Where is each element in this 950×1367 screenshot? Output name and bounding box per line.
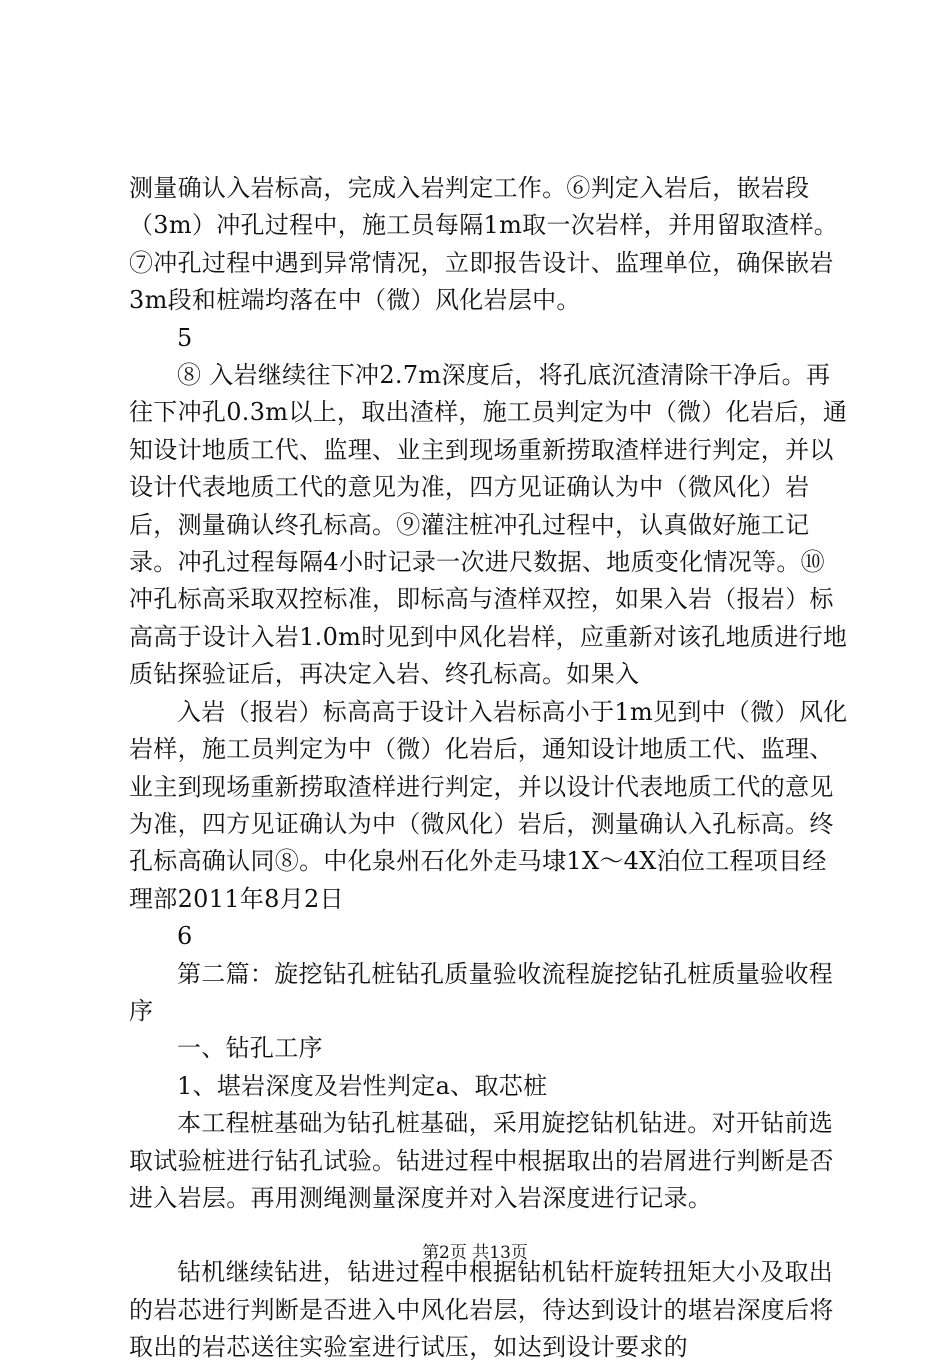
section-heading: 第二篇：旋挖钻孔桩钻孔质量验收流程旋挖钻孔桩质量验收程序 bbox=[129, 959, 834, 1025]
paragraph-continued: 测量确认入岩标高，完成入岩判定工作。⑥判定入岩后，嵌岩段（3m）冲孔过程中，施工员每隔1m取一次岩样，并用留取渣样。⑦冲孔过程中遇到异常情况，立即报告设计、监理单位，确保嵌岩3m段和桩端均落在中（微）风化岩层中。 bbox=[129, 174, 839, 315]
subsection-heading: 一、钻孔工序 bbox=[177, 1034, 323, 1063]
paragraph: 入岩（报岩）标高高于设计入岩标高小于1m见到中（微）风化岩样，施工员判定为中（微）化岩后，通知设计地质工代、监理、业主到现场重新捞取渣样进行判定，并以设计代表地质工代的意见为准，四方见证确认为中（微风化）岩后，测量确认入孔标高。终孔标高确认同⑧。中化泉州石化外走马埭1X～4X泊位工程项目经理部2011年8月2日 bbox=[129, 697, 848, 913]
item-heading: 1、堪岩深度及岩性判定a、取芯桩 bbox=[177, 1071, 548, 1100]
page-number-marker: 6 bbox=[177, 922, 193, 951]
paragraph: 钻机继续钻进，钻进过程中根据钻机钻杆旋转扭矩大小及取出的岩芯进行判断是否进入中风化岩层，待达到设计的堪岩深度后将取出的岩芯送往实验室进行试压，如达到设计要求的 bbox=[129, 1258, 834, 1362]
paragraph: ⑧ 入岩继续往下冲2.7m深度后，将孔底沉渣清除干净后。再往下冲孔0.3m以上，取出渣样，施工员判定为中（微）化岩后，通知设计地质工代、监理、业主到现场重新捞取渣样进行判定，并以设计代表地质工代的意见为准，四方见证确认为中（微风化）岩后，测量确认终孔标高。⑨灌注桩冲孔过程中，认真做好施工记录。冲孔过程每隔4小时记录一次进尺数据、地质变化情况等。⑩冲孔标高采取双控标准，即标高与渣样双控，如果入岩（报岩）标高高于设计入岩1.0m时见到中风化岩样，应重新对该孔地质进行地质钻探验证后，再决定入岩、终孔标高。如果入 bbox=[129, 361, 848, 689]
paragraph: 本工程桩基础为钻孔桩基础，采用旋挖钻机钻进。对开钻前选取试验桩进行钻孔试验。钻进过程中根据取出的岩屑进行判断是否进入岩层。再用测绳测量深度并对入岩深度进行记录。 bbox=[129, 1109, 834, 1212]
page-number-marker: 5 bbox=[177, 323, 193, 352]
page-footer: 第2页 共13页 bbox=[422, 1243, 528, 1263]
document-body bbox=[129, 170, 849, 1367]
